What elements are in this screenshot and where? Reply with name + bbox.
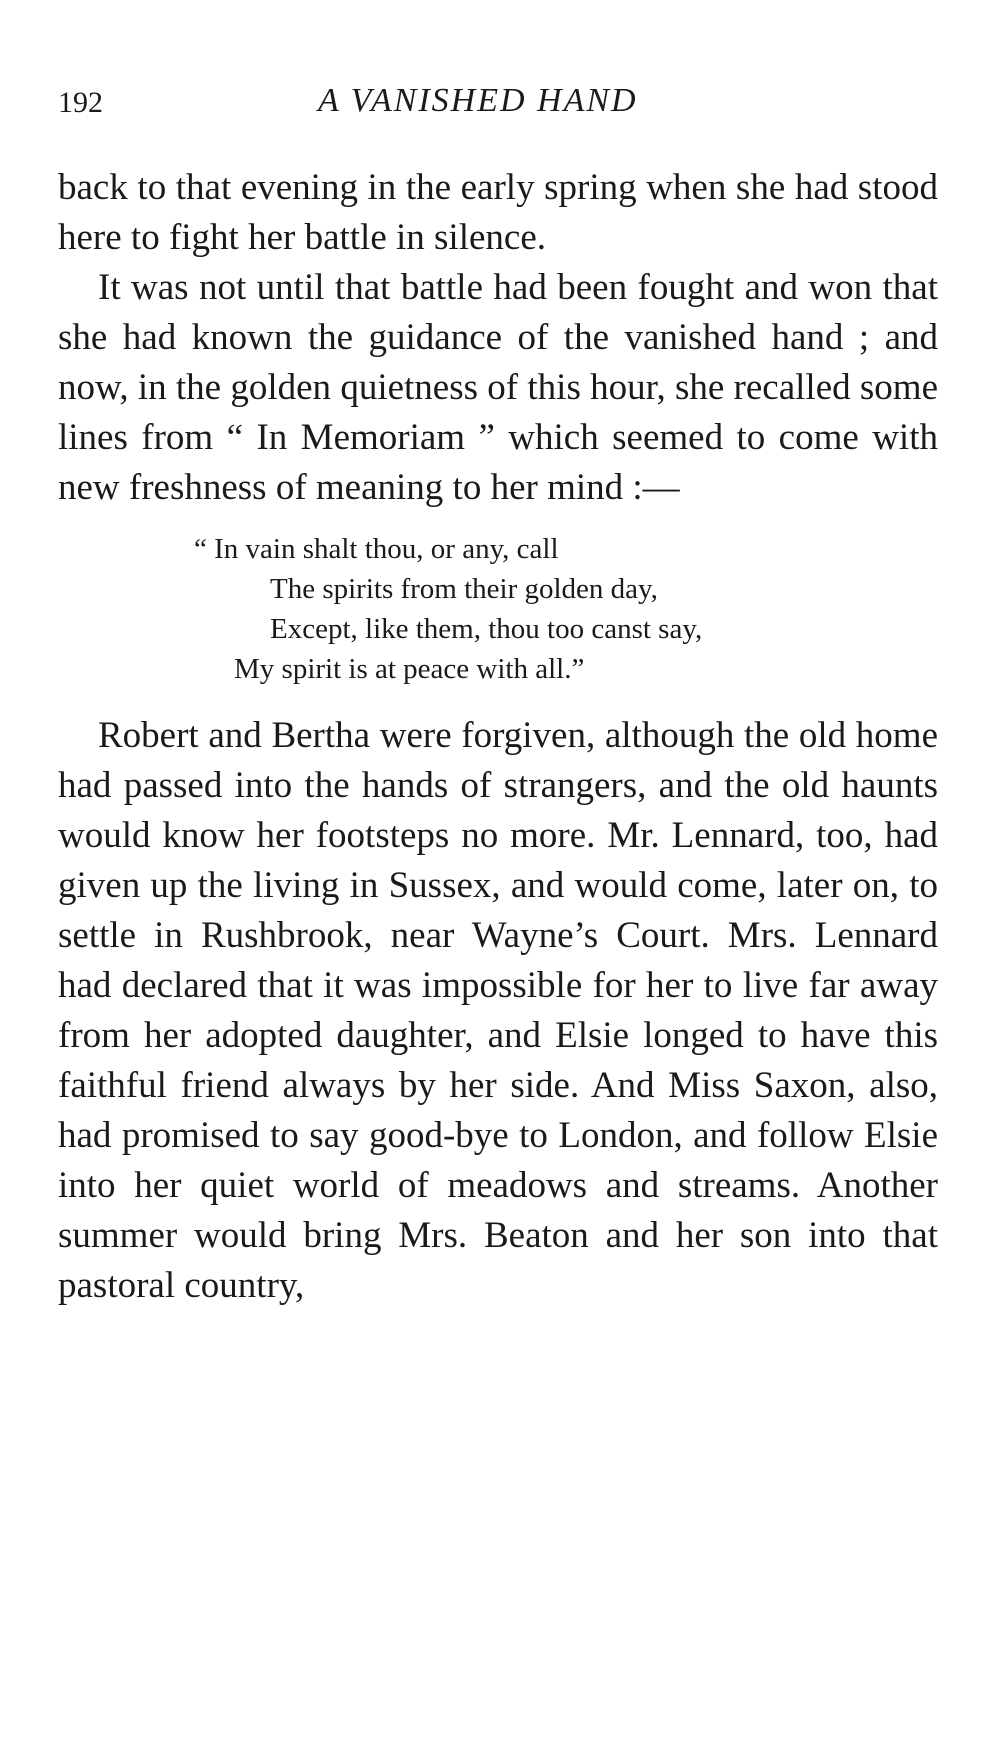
- page-body: [58, 163, 938, 1311]
- poem-quotation: [58, 529, 938, 689]
- paragraph: Robert and Bertha were forgiven, although the old home had passed into the hands of strangers, and the old haunts would know her footsteps no more. Mr. Lennard, too, had given up the living in Sussex, and would come, later on, to settle in Rushbrook, near Wayne’s Court. Mrs. Lennard had declared that it was impossible for her to live far away from her adopted daughter, and Elsie longed to have this faithful friend always by her side. And Miss Saxon, also, had promised to say good-bye to London, and follow Elsie into her quiet world of meadows and streams. Another summer would bring Mrs. Beaton and her son into that pastoral country,: [58, 715, 938, 1306]
- poem-line: The spirits from their golden day,: [270, 573, 658, 605]
- paragraph-continuation: back to that evening in the early spring when she had stood here to fight her battle in silence.: [58, 167, 938, 258]
- paragraph: It was not until that battle had been fought and won that she had known the guidance of the vanished hand ; and now, in the golden quietness of this hour, she recalled some lines from “ In Memoriam ” which seemed to come with new freshness of meaning to her mind :—: [58, 267, 938, 508]
- poem-line: My spirit is at peace with all.”: [234, 653, 585, 685]
- page-number: 192: [58, 86, 103, 119]
- poem-line: Except, like them, thou too canst say,: [270, 613, 703, 645]
- running-title: A VANISHED HAND: [318, 82, 638, 119]
- poem-line: “ In vain shalt thou, or any, call: [194, 533, 559, 565]
- page-header: [58, 78, 938, 128]
